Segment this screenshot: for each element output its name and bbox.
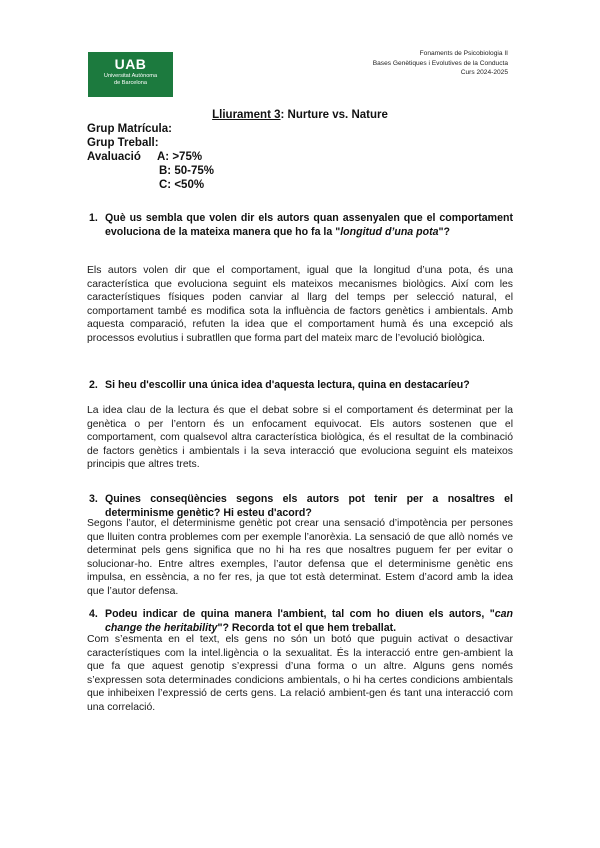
grades-list (157, 150, 214, 192)
question-text: Si heu d'escollir una única idea d'aquesta lectura, quina en destacaríeu? (105, 379, 470, 391)
grup-matricula-label: Grup Matrícula: (87, 123, 172, 135)
grade-a: A: >75% (157, 151, 203, 163)
question-italic: longitud d’una pota (340, 225, 439, 238)
question-3 (89, 493, 513, 520)
question-number: 4. (89, 608, 98, 620)
page-title (0, 108, 600, 122)
grade-c: C: <50% (159, 179, 205, 191)
title-rest: : Nurture vs. Nature (280, 109, 388, 121)
question-number: 3. (89, 493, 98, 505)
logo-name-line1: Universitat Autònoma (103, 73, 158, 79)
course-subject: Bases Genètiques i Evolutives de la Conducta (372, 59, 508, 67)
logo-abbreviation: UAB (114, 56, 147, 72)
logo-name-line2: de Barcelona (114, 80, 147, 86)
title-prefix: Lliurament 3 (212, 109, 281, 121)
answer-4: Com s’esmenta en el text, els gens no són un botó que puguin activat o desactivar característiques com la intel.ligència o la sexualitat. És la interacció entre gen-ambient la que fa que aquest genotip s’expressi d’una forma o un altre. Alguns gens només s’expressen sota determinades condicions ambientals, o hi ha certes condicions ambientals que inhibeixen l’expressió de certs gens. La relació ambient-gen és tant una interacció com una correlació. (87, 634, 513, 713)
grade-b: B: 50-75% (159, 165, 214, 177)
avaluacio-label: Avaluació (87, 151, 141, 163)
question-2 (89, 379, 513, 393)
course-year: Curs 2024-2025 (460, 69, 508, 76)
answer-3: Segons l’autor, el determinisme genètic pot crear una sensació d’impotència per persones que lluiten contra problemes com per exemple l’anorèxia. La sensació de que allò només ve determinat pels gens significa que no hi ha res que nosaltres puguem fer per evitar o solucionar-ho. Entre altres exemples, l’autor defensa que el determinisme genètic ens impulsa, en essència, a no fer res, ja que tot està determinat. Estem d’acord amb la idea que l’autor defensa. (87, 518, 513, 597)
question-text: Quines conseqüències segons els autors pot tenir per a nosaltres el determinisme genètic? Hi esteu d'acord? (105, 493, 513, 519)
question-1 (89, 212, 513, 239)
question-text-end: "? (438, 225, 451, 238)
question-italic: can change the heritability (105, 608, 513, 634)
course-name: Fonaments de Psicobiologia II (419, 50, 508, 57)
question-text-end: "? Recorda tot el que hem treballat. (217, 621, 397, 634)
grup-treball-label: Grup Treball: (87, 137, 159, 149)
question-number: 2. (89, 379, 98, 391)
question-number: 1. (89, 212, 98, 224)
answer-2: La idea clau de la lectura és que el debat sobre si el comportament és determinat per la genètica o per l’entorn és un enfocament equivocat. Els autors sostenen que el comportament, com qualsevol altra característica biològica, és el resultat de la combinació de factors genètics i ambientals i la seva interacció que evoluciona seguint els mateixos principis que altres trets. (87, 405, 513, 470)
answer-1: Els autors volen dir que el comportament, igual que la longitud d’una pota, és una característica que evoluciona seguint els mateixos mecanismes biològics. Així com les característiques físiques poden canviar al llarg del temps per selecció natural, el comportament també es modifica sota la influència de factors genètics i ambientals. Amb aquesta comparació, refuten la idea que el comportament humà és una excepció als processos evolutius i subratllen que forma part del mateix marc de l’evolució biològica. (87, 265, 513, 344)
course-info (373, 49, 508, 78)
university-logo (88, 52, 173, 97)
question-text: Podeu indicar de quina manera l'ambient, tal com ho diuen els autors, " (105, 608, 495, 620)
question-4 (89, 608, 513, 635)
question-text: Què us sembla que volen dir els autors quan assenyalen que el comportament evoluciona de la mateixa manera que ho fa la " (105, 212, 513, 238)
